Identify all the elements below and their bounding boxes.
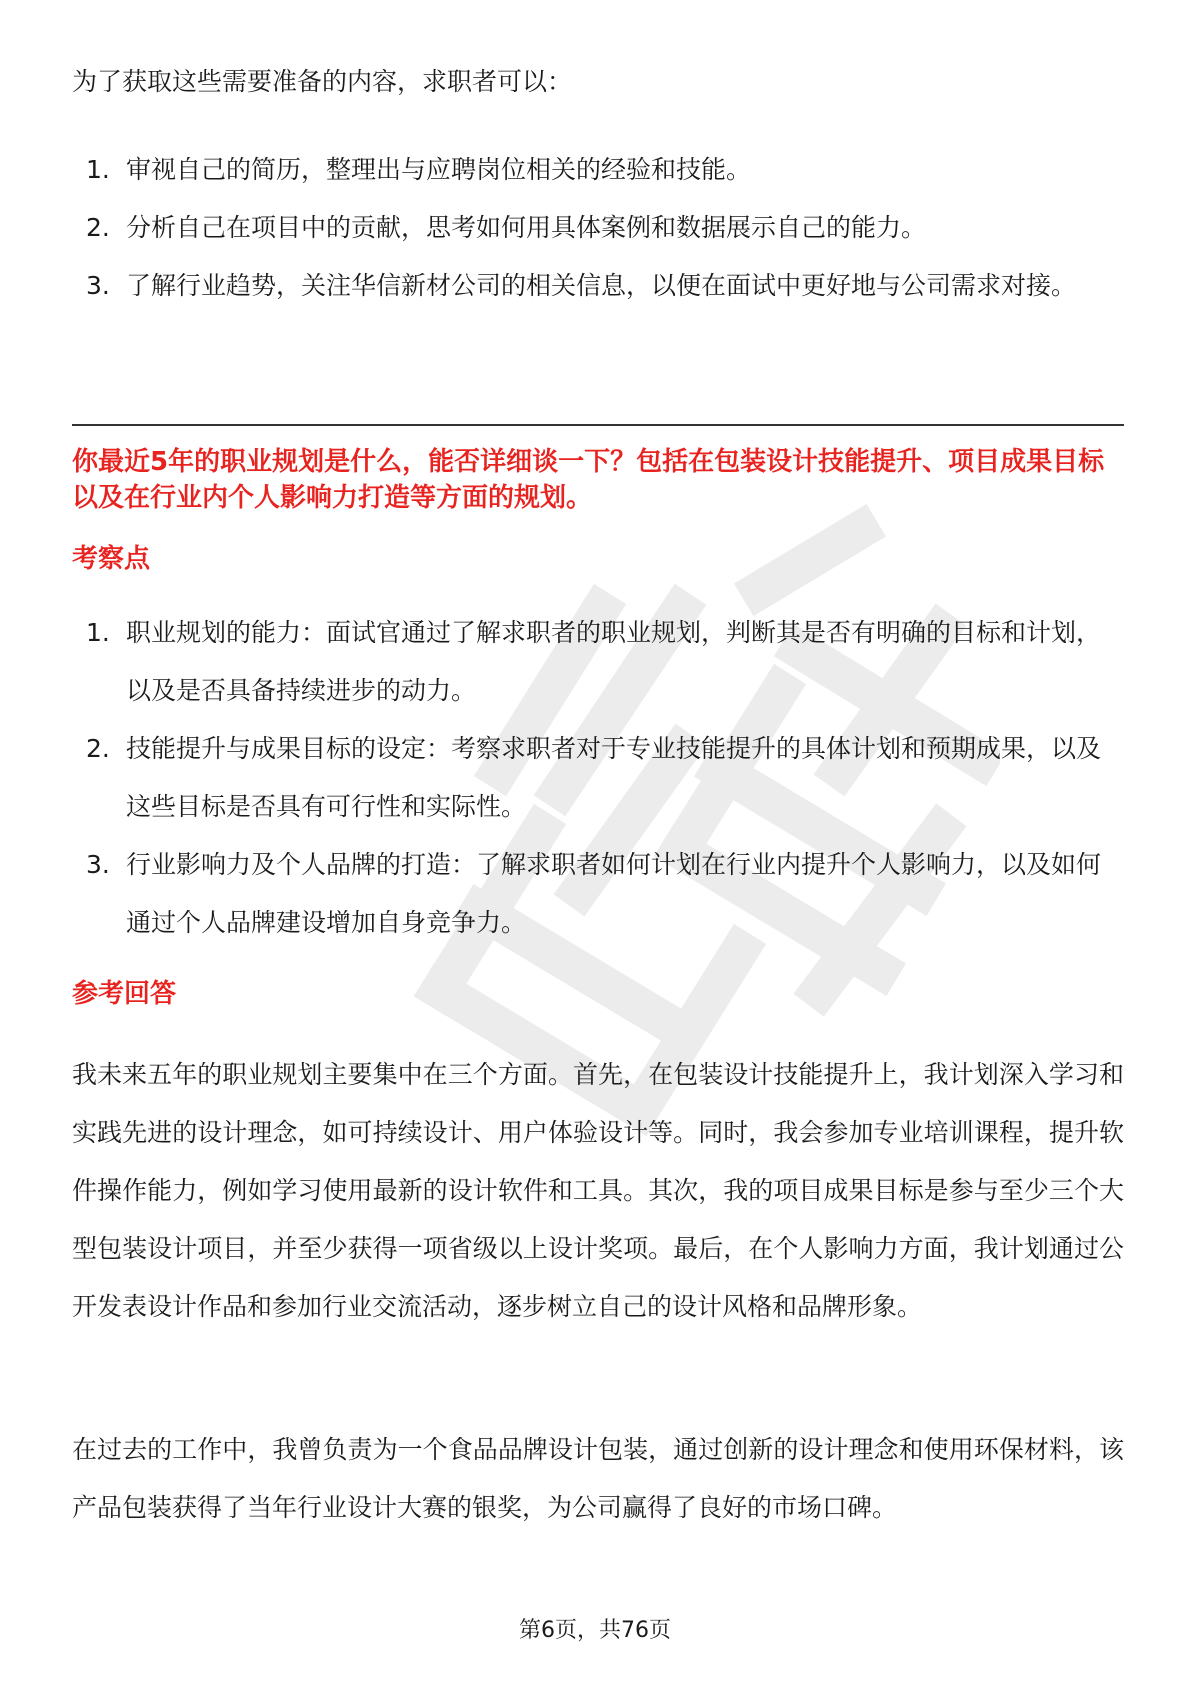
list-item xyxy=(72,257,1124,315)
list-item xyxy=(72,604,1124,720)
list-item-text: 审视自己的简历，整理出与应聘岗位相关的经验和技能。 xyxy=(126,155,752,184)
list-item-number: 3. xyxy=(86,850,110,879)
list-item-text: 技能提升与成果目标的设定：考察求职者对于专业技能提升的具体计划和预期成果，以及这些目标是否具有可行性和实际性。 xyxy=(126,734,1102,821)
answer-paragraph: 在过去的工作中，我曾负责为一个食品品牌设计包装，通过创新的设计理念和使用环保材料，该产品包装获得了当年行业设计大赛的银奖，为公司赢得了良好的市场口碑。 xyxy=(72,1435,1124,1522)
list-item-number: 3. xyxy=(86,271,110,300)
answer-paragraph: 我未来五年的职业规划主要集中在三个方面。首先，在包装设计技能提升上，我计划深入学习和实践先进的设计理念，如可持续设计、用户体验设计等。同时，我会参加专业培训课程，提升软件操作能力，例如学习使用最新的设计软件和工具。其次，我的项目成果目标是参与至少三个大型包装设计项目，并至少获得一项省级以上设计奖项。最后，在个人影响力方面，我计划通过公开发表设计作品和参加行业交流活动，逐步树立自己的设计风格和品牌形象。 xyxy=(72,1060,1124,1321)
list-item-text: 职业规划的能力：面试官通过了解求职者的职业规划，判断其是否有明确的目标和计划，以及是否具备持续进步的动力。 xyxy=(126,618,1102,705)
list-item xyxy=(72,720,1124,836)
interview-question: 你最近5年的职业规划是什么，能否详细谈一下？包括在包装设计技能提升、项目成果目标以及在行业内个人影响力打造等方面的规划。 xyxy=(72,447,1105,513)
kaochadian-list xyxy=(72,604,1124,952)
list-item xyxy=(72,199,1124,257)
list-item-number: 1. xyxy=(86,155,110,184)
list-item-text: 了解行业趋势，关注华信新材公司的相关信息，以便在面试中更好地与公司需求对接。 xyxy=(126,271,1077,300)
list-item xyxy=(72,141,1124,199)
section-heading-cankaohuida: 参考回答 xyxy=(72,979,177,1009)
page-number-footer: 第6页，共76页 xyxy=(519,1618,671,1643)
list-item-text: 行业影响力及个人品牌的打造：了解求职者如何计划在行业内提升个人影响力，以及如何通过个人品牌建设增加自身竞争力。 xyxy=(126,850,1102,937)
list-item xyxy=(72,836,1124,952)
list-item-text: 分析自己在项目中的贡献，思考如何用具体案例和数据展示自己的能力。 xyxy=(126,213,927,242)
section-divider xyxy=(72,424,1124,426)
section-heading-kaochadian: 考察点 xyxy=(72,544,151,574)
preparation-list xyxy=(72,141,1124,315)
list-item-number: 1. xyxy=(86,618,110,647)
intro-text: 为了获取这些需要准备的内容，求职者可以： xyxy=(72,67,573,96)
list-item-number: 2. xyxy=(86,734,110,763)
list-item-number: 2. xyxy=(86,213,110,242)
